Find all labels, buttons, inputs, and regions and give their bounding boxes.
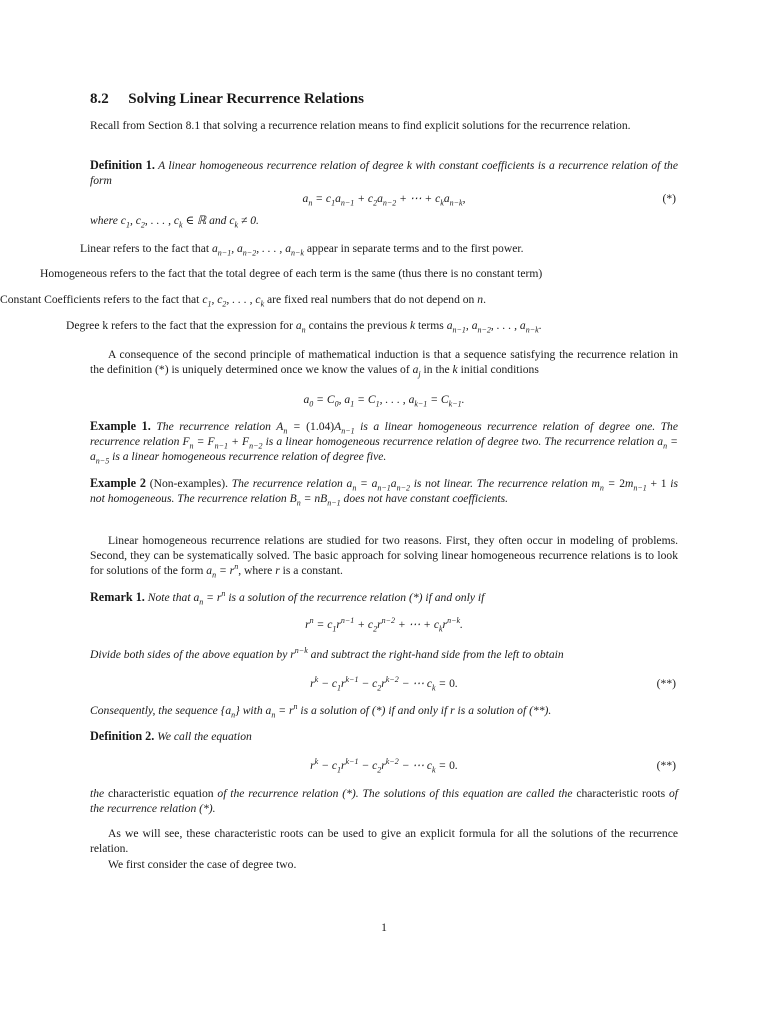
term-constant-coefficients-label: Constant Coefficients: [0, 293, 101, 306]
definition-1-text: A linear homogeneous recurrence relation of degree k with constant coefficients is a recurrence relation of the form: [90, 159, 679, 187]
remark-1-label: Remark 1.: [90, 590, 145, 604]
example-2-note: (Non-examples).: [149, 477, 228, 490]
equation-double-star-tag-2: (**): [656, 759, 676, 772]
example-1-label: Example 1.: [90, 419, 151, 433]
consequence-text: A consequence of the second principle of mathematical induction is that a sequence satisfying the recurrence relation in the definition (*) is uniquely determined once we know the values of: [90, 348, 678, 376]
equation-double-star-tag-1: (**): [656, 677, 676, 690]
definition-2: [90, 729, 678, 744]
remark-equation: $r^n = c_1r^{n-1} + c_2r^{n-2}$ + ⋯ + $c_kr^{n-k}$.: [305, 616, 463, 634]
term-homogeneous-label: Homogeneous: [40, 267, 107, 280]
initial-conditions-equation: $a_0 = C_0$, $a_1 = C_1$, . . . , $a_{k-1} = C_{k-1}$.: [303, 393, 465, 409]
motivation-text: Linear homogeneous recurrence relations are studied for two reasons. First, they often occur in modeling of problems. Second, they can be systematically solved. The basic approach for solving linear homogeneous recurrence relations is to look for solutions of the form: [90, 534, 678, 577]
remark-consequence: Consequently, the sequence $\{a_n\}$ with $a_n = r^n$ is a solution of (*) if and only if r is a solution of (**).: [90, 702, 552, 720]
example-1: Example 1. The recurrence relation $A_n = (1.04)A_{n-1}$ is a linear homogeneous recurrence relation of degree one. The recurrence relation $F_n = F_{n-1} + F_{n-2}$ is a linear homogeneous recurrence relation of degree two. The recurrence relation $a_n = a_{n-5}$ is a linear homogeneous recurrence relation of degree five.: [90, 419, 679, 466]
definition-1: [90, 158, 678, 188]
section-number: 8.2: [90, 91, 109, 107]
definition-2-text: We call the equation: [157, 730, 252, 743]
equation-star-tag: (*): [662, 192, 676, 205]
characteristic-equation-2: $r^k - c_1r^{k-1} - c_2r^{k-2}$ − ⋯ $c_k = 0$.: [310, 757, 458, 775]
motivation-paragraph: Linear homogeneous recurrence relations are studied for two reasons. First, they often occur in modeling of problems. Second, they can be systematically solved. The basic approach for solving linear homogeneous recurrence relations is to look for solutions of the form $a_n = r^n$, where r is a constant.: [90, 534, 678, 580]
page-number: 1: [381, 921, 387, 934]
definition-2-body: the characteristic equation of the recurrence relation (*). The solutions of this equation are called the characteristic roots of the recurrence relation (*).: [90, 787, 679, 815]
characteristic-equation-1: $r^k - c_1r^{k-1} - c_2r^{k-2}$ − ⋯ $c_k = 0$.: [310, 675, 458, 693]
term-degree-label: Degree k: [66, 319, 109, 332]
closing-paragraph-1: As we will see, these characteristic roots can be used to give an explicit formula for all the solutions of the recurrence relation.: [90, 827, 678, 855]
term-degree-desc: refers to the fact that the expression for: [111, 319, 293, 332]
term-linear: Linear refers to the fact that $a_{n-1}$, $a_{n-2}$, . . . , $a_{n-k}$ appear in separate terms and to the first power.: [80, 242, 524, 258]
remark-1: Remark 1. Note that $a_n = r^n$ is a solution of the recurrence relation (*) if and only if: [90, 589, 485, 607]
definition-2-label: Definition 2.: [90, 729, 155, 743]
closing-paragraph-2: We first consider the case of degree two.: [108, 858, 297, 871]
term-homogeneous: [40, 266, 542, 281]
definition-1-tail-end: ∈ ℝ and c: [185, 214, 235, 227]
term-homogeneous-desc: refers to the fact that the total degree of each term is the same (thus there is no constant term): [109, 267, 543, 280]
equation-star: $a_n = c_1a_{n-1} + c_2a_{n-2}$ + ⋯ + $c_ka_{n-k}$,: [302, 192, 466, 208]
intro-paragraph: Recall from Section 8.1 that solving a recurrence relation means to find explicit solutions for the recurrence relation.: [90, 119, 631, 132]
section-title: Solving Linear Recurrence Relations: [128, 91, 364, 107]
term-linear-desc: refers to the fact that: [113, 242, 210, 255]
term-degree: Degree k refers to the fact that the expression for $a_n$ contains the previous k terms $a_{n-1}$, $a_{n-2}$, . . . , $a_{n-k}$.: [66, 319, 542, 335]
example-2: Example 2 (Non-examples). The recurrence relation $a_n = a_{n-1}a_{n-2}$ is not linear. The recurrence relation $m_n = 2m_{n-1} + 1$ is not homogeneous. The recurrence relation $B_n = nB_{n-1}$ does not have constant coefficients.: [90, 476, 678, 508]
consequence-paragraph: A consequence of the second principle of mathematical induction is that a sequence satisfying the recurrence relation in the definition (*) is uniquely determined once we know the values of $a_j$ in the k initial conditions: [90, 348, 678, 379]
term-linear-label: Linear: [80, 242, 111, 255]
section-heading: [90, 92, 364, 107]
definition-1-label: Definition 1.: [90, 158, 155, 172]
definition-1-tail: where c: [90, 214, 126, 227]
term-constant-coefficients: Constant Coefficients refers to the fact that $c_1$, $c_2$, . . . , $c_k$ are fixed real numbers that do not depend on n.: [0, 293, 486, 309]
definition-1-conditions: where $c_1$, $c_2$, . . . , $c_k$ ∈ ℝ and $c_k \ne 0$.: [90, 214, 259, 230]
remark-divide-text: Divide both sides of the above equation by $r^{n-k}$ and subtract the right-hand side from the left to obtain: [90, 646, 564, 661]
example-2-label: Example 2: [90, 476, 147, 490]
term-constant-coefficients-desc: refers to the fact that: [103, 293, 200, 306]
